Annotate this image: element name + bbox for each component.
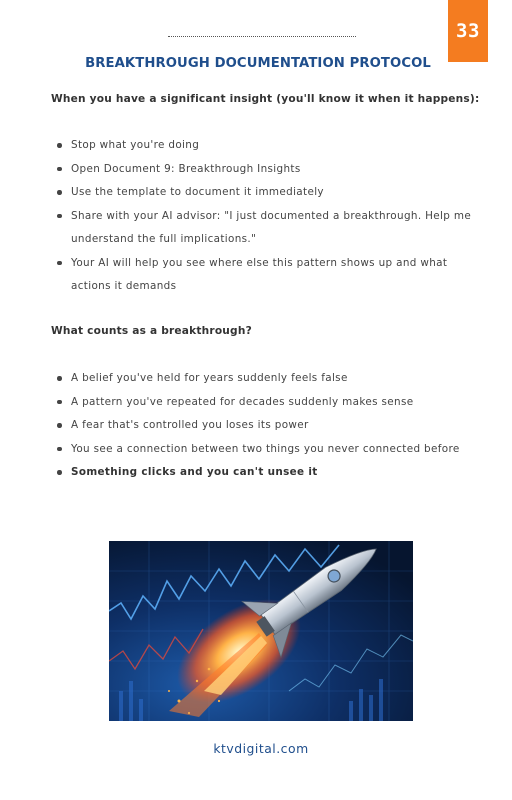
rocket-launch-image	[109, 541, 413, 721]
footer-website-link[interactable]: ktvdigital.com	[213, 741, 309, 756]
list-item: A pattern you've repeated for decades suddenly makes sense	[51, 391, 481, 415]
section-lead: When you have a significant insight (you'll know it when it happens):	[51, 93, 480, 105]
protocol-steps-list	[51, 134, 481, 299]
list-item: Your AI will help you see where else this pattern shows up and what actions it demands	[51, 252, 481, 299]
list-item: Open Document 9: Breakthrough Insights	[51, 158, 481, 182]
rocket-illustration	[109, 541, 413, 721]
list-item: A belief you've held for years suddenly feels false	[51, 367, 481, 391]
list-item: Share with your AI advisor: "I just documented a breakthrough. Help me understand the full implications."	[51, 205, 481, 252]
list-item-emphasis: Something clicks and you can't unsee it	[51, 461, 481, 485]
section-heading: What counts as a breakthrough?	[51, 325, 252, 337]
page-title: BREAKTHROUGH DOCUMENTATION PROTOCOL	[85, 56, 431, 71]
list-item: Use the template to document it immediately	[51, 181, 481, 205]
breakthrough-criteria-list	[51, 367, 481, 485]
list-item: A fear that's controlled you loses its power	[51, 414, 481, 438]
header-divider	[168, 36, 356, 37]
page-number-badge: 33	[448, 0, 488, 62]
list-item: Stop what you're doing	[51, 134, 481, 158]
list-item: You see a connection between two things you never connected before	[51, 438, 481, 462]
